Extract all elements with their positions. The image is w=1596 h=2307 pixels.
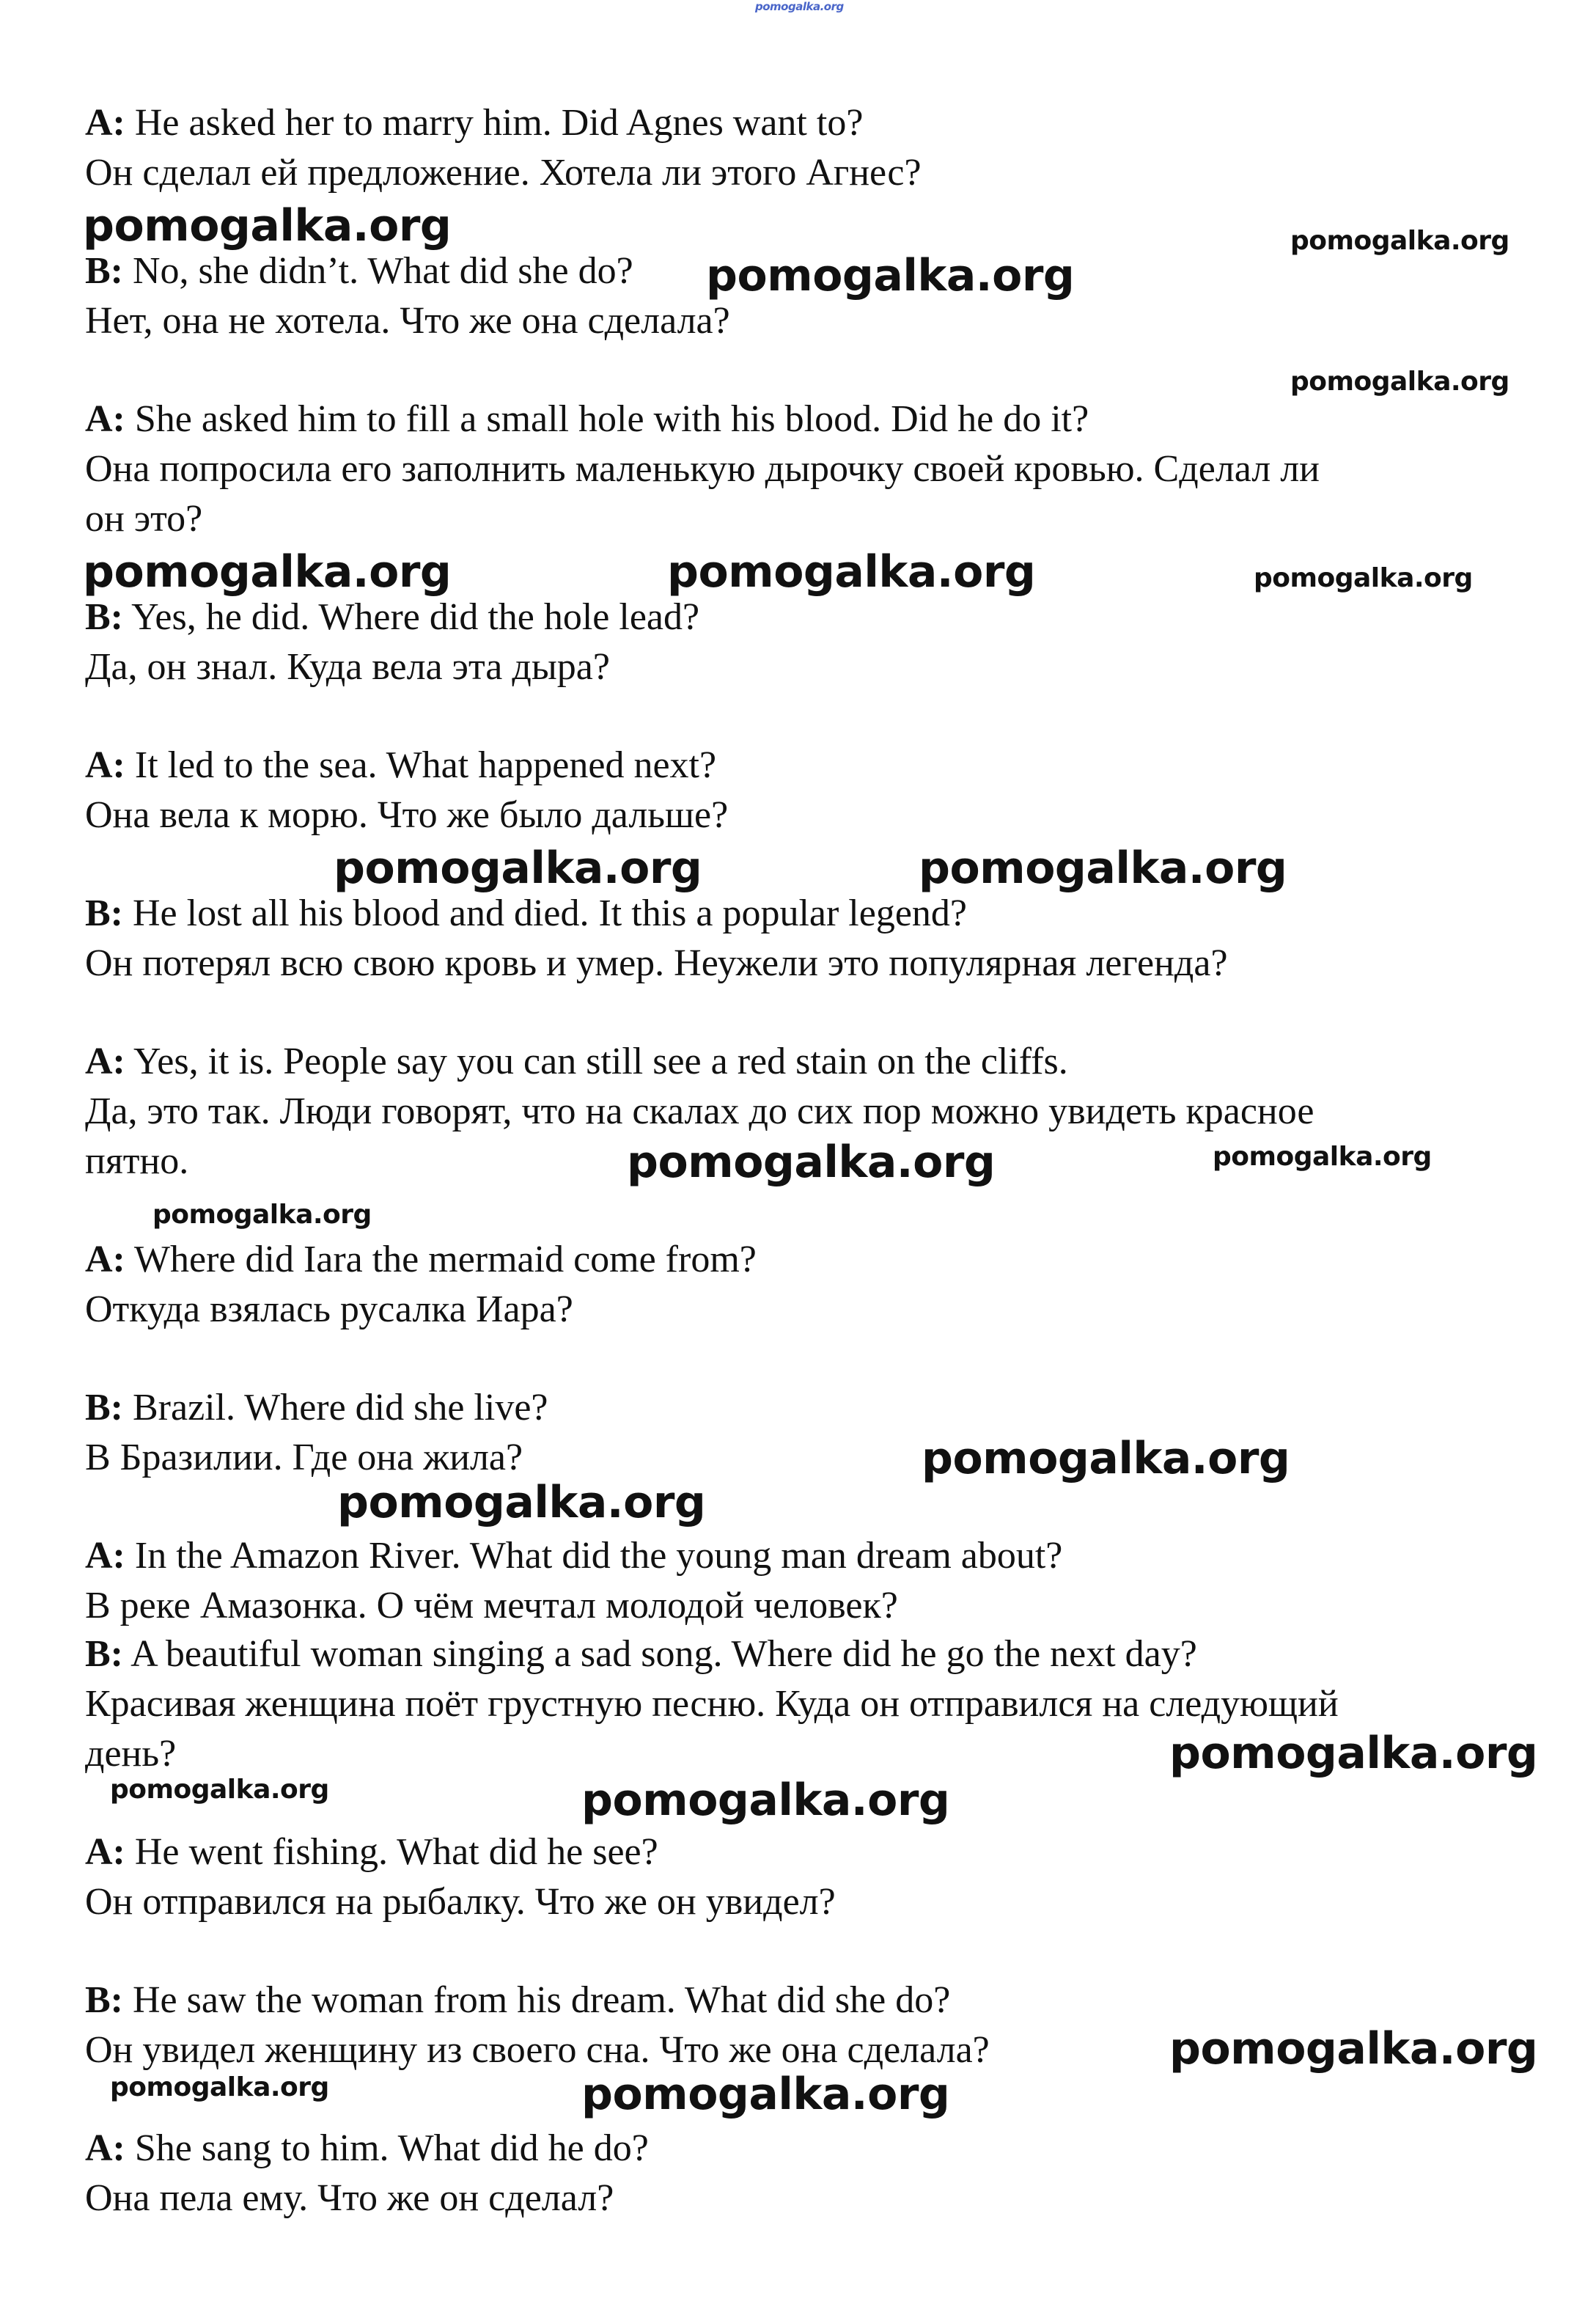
watermark: pomogalka.org xyxy=(1169,1728,1538,1779)
dialogue-line-ru: В Бразилии. Где она жила? xyxy=(85,1437,523,1478)
speaker-label: B: xyxy=(85,892,123,934)
watermark: pomogalka.org xyxy=(83,200,452,252)
dialogue-line-ru: Он сделал ей предложение. Хотела ли этого Агнес? xyxy=(85,152,922,194)
english-text: It led to the sea. What happened next? xyxy=(125,744,717,786)
speaker-label: A: xyxy=(85,2127,125,2169)
watermark: pomogalka.org xyxy=(1254,563,1473,593)
dialogue-line-en xyxy=(85,1235,757,1285)
watermark: pomogalka.org xyxy=(1169,2023,1538,2075)
dialogue-line-en xyxy=(85,246,633,296)
english-text: Yes, it is. People say you can still see a red stain on the cliffs. xyxy=(125,1041,1068,1082)
watermark: pomogalka.org xyxy=(110,2072,329,2102)
speaker-label: A: xyxy=(85,398,125,440)
watermark: pomogalka.org xyxy=(667,546,1036,598)
dialogue-line-ru: Она попросила его заполнить маленькую дырочку своей кровью. Сделал ли xyxy=(85,448,1320,490)
watermark: pomogalka.org xyxy=(337,1477,706,1528)
dialogue-line-ru: Он потерял всю свою кровь и умер. Неужели это популярная легенда? xyxy=(85,942,1228,984)
english-text: She asked him to fill a small hole with his blood. Did he do it? xyxy=(125,398,1089,440)
speaker-label: B: xyxy=(85,250,123,292)
speaker-label: A: xyxy=(85,1535,125,1577)
watermark: pomogalka.org xyxy=(152,1200,372,1230)
dialogue-line-ru: Да, он знал. Куда вела эта дыра? xyxy=(85,646,610,688)
dialogue-line-ru: Он увидел женщину из своего сна. Что же она сделала? xyxy=(85,2029,990,2071)
dialogue-line-ru: он это? xyxy=(85,498,203,540)
dialogue-line-ru: Нет, она не хотела. Что же она сделала? xyxy=(85,300,730,342)
dialogue-line-en xyxy=(85,889,967,939)
english-text: Yes, he did. Where did the hole lead? xyxy=(123,596,700,638)
english-text: Brazil. Where did she live? xyxy=(123,1387,548,1428)
dialogue-line-en xyxy=(85,98,863,148)
speaker-label: A: xyxy=(85,1041,125,1082)
dialogue-line-ru: Она вела к морю. Что же было дальше? xyxy=(85,794,729,836)
dialogue-line-ru: В реке Амазонка. О чём мечтал молодой человек? xyxy=(85,1585,898,1626)
dialogue-line-ru: Она пела ему. Что же он сделал? xyxy=(85,2177,614,2219)
dialogue-line-en xyxy=(85,1383,548,1433)
watermark: pomogalka.org xyxy=(581,2069,950,2120)
watermark: pomogalka.org xyxy=(83,546,452,598)
english-text: In the Amazon River. What did the young man dream about? xyxy=(125,1535,1063,1577)
dialogue-line-en xyxy=(85,1531,1062,1581)
dialogue-line-ru: пятно. xyxy=(85,1140,189,1182)
dialogue-line-en xyxy=(85,2124,649,2174)
dialogue-line-en xyxy=(85,741,716,791)
speaker-label: B: xyxy=(85,1979,123,2021)
watermark: pomogalka.org xyxy=(581,1775,950,1826)
watermark: pomogalka.org xyxy=(627,1137,996,1188)
dialogue-line-en xyxy=(85,1629,1197,1679)
watermark: pomogalka.org xyxy=(1213,1142,1432,1172)
english-text: She sang to him. What did he do? xyxy=(125,2127,649,2169)
speaker-label: B: xyxy=(85,1633,123,1675)
dialogue-line-en xyxy=(85,395,1089,444)
dialogue-line-ru: Красивая женщина поёт грустную песню. Куда он отправился на следующий xyxy=(85,1683,1339,1725)
dialogue-line-ru: Он отправился на рыбалку. Что же он увидел? xyxy=(85,1881,836,1923)
dialogue-line-ru: Откуда взялась русалка Иара? xyxy=(85,1288,573,1330)
watermark: pomogalka.org xyxy=(1290,367,1509,397)
speaker-label: A: xyxy=(85,1239,125,1280)
english-text: He lost all his blood and died. It this a popular legend? xyxy=(123,892,967,934)
english-text: He asked her to marry him. Did Agnes want to? xyxy=(125,102,864,144)
speaker-label: A: xyxy=(85,744,125,786)
speaker-label: B: xyxy=(85,1387,123,1428)
english-text: No, she didn’t. What did she do? xyxy=(123,250,633,292)
english-text: A beautiful woman singing a sad song. Where did he go the next day? xyxy=(123,1633,1197,1675)
speaker-label: A: xyxy=(85,102,125,144)
watermark: pomogalka.org xyxy=(1290,226,1509,256)
watermark: pomogalka.org xyxy=(922,1433,1290,1484)
watermark: pomogalka.org xyxy=(706,250,1075,301)
dialogue-line-en xyxy=(85,1827,658,1877)
dialogue-line-en xyxy=(85,593,699,642)
watermark: pomogalka.org xyxy=(110,1775,329,1805)
watermark: pomogalka.org xyxy=(334,843,702,894)
speaker-label: A: xyxy=(85,1831,125,1873)
english-text: He saw the woman from his dream. What did she do? xyxy=(123,1979,951,2021)
dialogue-line-en xyxy=(85,1037,1068,1087)
header-watermark: pomogalka.org xyxy=(755,0,844,13)
english-text: Where did Iara the mermaid come from? xyxy=(125,1239,757,1280)
dialogue-line-ru: день? xyxy=(85,1733,177,1775)
speaker-label: B: xyxy=(85,596,123,638)
watermark: pomogalka.org xyxy=(919,843,1287,894)
dialogue-line-ru: Да, это так. Люди говорят, что на скалах до сих пор можно увидеть красное xyxy=(85,1090,1314,1132)
english-text: He went fishing. What did he see? xyxy=(125,1831,658,1873)
dialogue-line-en xyxy=(85,1976,950,2025)
